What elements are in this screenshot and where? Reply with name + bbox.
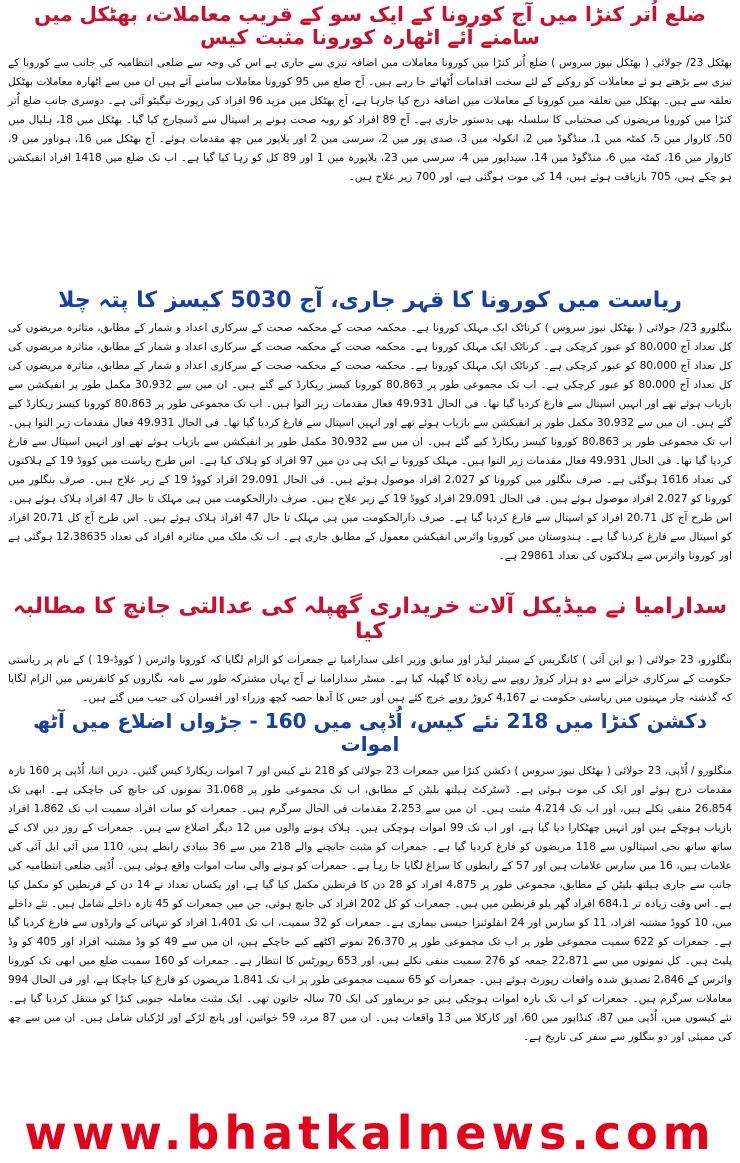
footer-website-banner [0,1102,740,1163]
article-body: بنگلورو، 23 جولائی ( یو این آئی ) کانگریس کے سینئر لیڈر اور سابق وزیر اعلی سدارامیا نے جمعرات کو الزام لگایا کہ کورونا وائرس ( کووڈ-19 ) کے نام پر ریاستی حکومت کے سرکاری خزانے سے دو ہزار کروڑ روپے سے زیادہ کا گھپلہ کیا ہے۔ مسٹر سدارامیا نے آج یہاں مشترکہ طور سے نامہ نگاروں کو کانفرنس میں الزام لگایا کہ گذشتہ چار مہینوں میں ریاستی حکومت نے 4,167 کروڑ روپے خرچ کئے ہیں اور جس کا آدھا حصہ کچھ وزراء اور افسران کی جیب میں گئے ہیں۔ [8,653,733,704]
article-bhatkal-cases [0,0,740,284]
article-body: بنگلورو 23/ جولائی ( بھٹکل نیوز سروس ) کرناٹک ایک مہلک کورونا ہے۔ محکمہ صحت کے محکمہ صحت کے سرکاری اعداد و شمار کے مطابق، متاثرہ مریضوں کی کل تعداد آج 80،000 کو عبور کرچکی ہے۔ کرناٹک ایک مہلک کورونا ہے۔ محکمہ صحت کے محکمہ صحت کے سرکاری اعداد و شمار کے مطابق، متاثرہ مریضوں کی کل تعداد آج 80،000 کو عبور کرچکی ہے۔ کرناٹک ایک مہلک کورونا ہے۔ محکمہ صحت کے محکمہ صحت کے سرکاری اعداد و شمار کے مطابق، متاثرہ مریضوں کی کل تعداد آج 80،000 کو عبور کرچکی ہے۔ اب تک مجموعی طور پر 80،863 کورونا کیسز ریکارڈ کیے گئے ہیں۔ ان میں سے 30،932 مکمل طور پر انفیکشن سے بازیاب ہوئے تھے اور انہیں اسپتال سے فارغ کردیا گیا تھا۔ فی الحال 49،931 فعال مقدمات زیر التوا ہیں۔ اب تک مجموعی طور پر 80،863 کورونا کیسز ریکارڈ کیے گئے ہیں۔ ان میں سے 30،932 مکمل طور پر انفیکشن سے بازیاب ہوئے تھے اور انہیں اسپتال سے فارغ کردیا گیا تھا۔ فی الحال 49،931 فعال مقدمات زیر التوا ہیں۔ اب تک مجموعی طور پر 80،863 کورونا کیسز ریکارڈ کیے گئے ہیں۔ ان میں سے 30،932 مکمل طور پر انفیکشن سے بازیاب ہوئے تھے اور انہیں اسپتال سے فارغ کردیا گیا تھا۔ فی الحال 49،931 فعال مقدمات زیر التوا ہیں۔ مہلک کورونا نے ایک ہی دن میں 97 افراد کو ہلاک کیا ہے۔ اس طرح ریاست میں کووڈ 19 کے ہلاکتوں کی تعداد 1616 ہوگئی ہے۔ صرف بنگلور میں کورونا کو 2،027 افراد موصول ہوئے ہیں۔ فی الحال 29،091 افراد کووڈ 19 کے زیر علاج ہیں۔ صرف بنگلور میں کورونا کو 2،027 افراد موصول ہوئے ہیں۔ فی الحال 29،091 افراد کووڈ 19 کے زیر علاج ہیں۔ صرف دارالحکومت میں ہی مہلک تا حال 47 افراد ہلاک ہوئے ہیں۔ اس طرح آج کل 20،71 افراد کو اسپتال سے فارغ کردیا گیا ہے۔ صرف دارالحکومت میں ہی مہلک تا حال 47 افراد ہلاک ہوئے ہیں۔ اس طرح آج کل 20،71 افراد کو اسپتال سے فارغ کردیا گیا ہے۔ ہندوستان میں کورونا وائرس انفیکشن معمول کے مطابق جاری ہے۔ اب تک ملک میں متاثرہ افراد کی تعداد 12،38635 ہوگئی ہے اور کورونا وائرس سے ہلاکتوں کی تعداد 29861 ہے۔ [8,322,733,563]
article-body: بھٹکل 23/ جولائی ( بھٹکل نیوز سروس ) ضلع اُتر کنڑا میں کورونا معاملات میں اضافہ تیزی سے جاری ہے اس کی وجہ سے ضلعی انتظامیہ کی جانب سے کورونا کے تیزی سے بڑھتے ہو ئے معاملات کو روکنے کے لئے سخت اقدامات اُٹھائے جا رہے ہیں۔ آج ضلع میں 95 کورونا معاملات سامنے آئے ہیں ان میں سے اٹھارہ معاملات بھٹکل تعلقہ سے ہیں۔ بھٹکل میں تعلقہ میں کورونا کے معاملات میں اضافہ درج کیا جارہا ہے، آج بھٹکل میں مزید 96 افراد کی رپورٹ نیگیٹو آئی ہے۔ دوسری جانب ضلع اُتر کنڑا میں کورونا مریضوں کی صحتیابی کا سلسلہ بھی بدستور جاری ہے۔ آج 89 افراد کو روبہ صحت ہونے پر اسپتال سے ڈسچارج کیا گیا۔ بھٹکل میں 18، ہلیال میں 50، کاروار میں 5، کمٹہ میں 1، منڈگوڈ میں 2، انکولہ میں 3، صدی پور میں 2، سرسی میں 2 اور یلاپور میں چھ مقدمات ہوئے۔ آج بھٹکل میں 16، ہوناور میں 9، کاروار میں 16، کمٹہ میں 6، منڈگوڈ میں 14، سیداپور میں 4، سرسی میں 23، یلاپورہ میں 1 اور 89 کل کو رہا کیا گیا ہے۔ اب تک ضلع میں 1418 افراد انفیکشن ہو چکے ہیں، 705 بازیافت ہوئے ہیں، 14 کی موت ہوگئی ہے، اور 700 زیر علاج ہیں۔ [8,57,733,183]
website-url[interactable]: www.bhatkalnews.com [24,1105,716,1160]
article-dakshin-kannada [0,706,740,1098]
article-headline: ریاست میں کورونا کا قہر جاری، آج 5030 کیسز کا پتہ چلا [58,288,682,313]
article-headline: سدارامیا نے میڈیکل آلات خریداری گھپلہ کی عدالتی جانچ کا مطالبہ کیا [12,594,728,645]
article-headline: ضلع اُتر کنڑا میں آج کورونا کے ایک سو کے قریب معاملات، بھٹکل میں سامنے آئے اٹھارہ کورونا مثبت کیس [34,2,706,49]
article-headline: دکشن کنڑا میں 218 نئے کیس، اُڈپی میں 160 - جڑواں اضلاع میں آٹھ اموات [32,709,708,756]
article-body: منگلورو / اُڈپی، 23 جولائی ( بھٹکل نیوز سروس ) دکشن کنڑا میں جمعرات 23 جولائی کو 218 نئے کیس اور 7 اموات ریکارڈ کیس گئیں۔ دریں اثنا، اُڈپی پر 160 تازہ مقدمات درج ہوئے اور ایک کی موت ہوئی ہے۔ ڈسٹرکٹ ہیلتھ بلیٹن کے مطابق، اب تک مجموعی طور پر 31،068 نمونوں کی جانچ کی جاچکی ہے۔ ابھی تک 26،854 منفی نکلے ہیں، اور اب تک 4،214 مثبت ہیں۔ ان میں سے 2،253 مقدمات فی الحال سرگرم ہیں۔ جمعرات کو سات افراد سمیت اب تک 1،862 افراد بازیاب ہوچکے ہیں اور انہیں چھٹکارا دیا گیا ہے، اور اب تک 99 اموات ہوچکی ہیں۔ ہلاک ہونے والوں میں 12 دیگر اضلاع سے ہیں۔ جمعرات کے روز دین لاک کے ساتھ ساتھ نجی اسپتالوں سے 118 مریضوں کو فارغ کردیا گیا ہے۔ جمعرات کو مثبت جانچنے والے 218 میں سے 36 بنیادی رابطے ہیں، 110 میں آئی ایل آئی کی علامات ہیں، 16 میں سارس علامات ہیں اور 57 کے رابطوں کا سراغ لگایا جا رہا ہے۔ جمعرات کو ہونے والی سات اموات واقع ہوئی ہیں۔ اُڈپی ضلعی انتظامیہ کی جانب سے جاری ہیلتھ بلیٹن کے مطابق، مجموعی طور پر 4،875 افراد کو 28 دن کا قرنطین مکمل کیا گیا ہے، اور یکساں تعداد نے 14 دن کے قرنطین کو مکمل کیا ہے۔ اس وقت زیادہ تر 684،1 افراد گھر یلو قرنطین میں ہیں۔ جمعرات کو کل 202 افراد کی جانچ ہوئی، جن میں جمعرات کو 45 تازہ داخلے شامل ہیں۔ نئے داخلے میں، 10 کووڈ مشتبہ افراد، 11 کو سارس اور 24 انفلوئنزا جیسی بیماری ہے۔ جمعرات کو 32 سمیت، اب تک 1،401 افراد کو تنہائی کے وارڈوں سے فارغ کردیا گیا ہے۔ جمعرات کو 622 سمیت مجموعی طور پر اب تک مجموعی طور پر 26،370 نمونے اکٹھے کیے جاچکے ہیں، ان میں سے 49 کو وڈ مشتبہ افراد اور 405 کو وڈ پلیٹ ہیں۔ کل نمونوں میں سے 22،871 جمعہ کو 276 سمیت منفی نکلے ہیں، اور 653 رپورٹس کا انتظار ہے۔ جمعرات کو 160 سمیت ضلع میں ابھی تک کورونا وائرس کے 2،846 تصدیق شدہ واقعات رپورٹ ہوئے ہیں۔ جمعرات کو 65 سمیت مجموعی طور پر اب تک 1،841 مریضوں کو فارغ کیا جاچکا ہے، اور فی الحال 994 معاملات سرگرم ہیں۔ جمعرات کو اب تک بارہ اموات ہوچکی ہیں جو بریماور کی ایک 70 سالہ خاتون تھی۔ ایک مثبت معاملہ جنوبی کنڑا کو منتقل کردیا گیا ہے۔ نئے کیسوں میں، اُڈپی میں 87، کنڈاپور میں 60، اور کارکلا میں 13 واقعات ہیں۔ ان میں 87 مرد، 59 خواتین، اور پانچ لڑکے اور لڑکیاں شامل ہیں۔ ان میں سے چھ کی ممبئی اور دو بنگلور سے سفر کی تاریخ ہے۔ [8,765,733,1043]
article-siddaramaiah [0,590,740,706]
article-state-cases [0,284,740,590]
